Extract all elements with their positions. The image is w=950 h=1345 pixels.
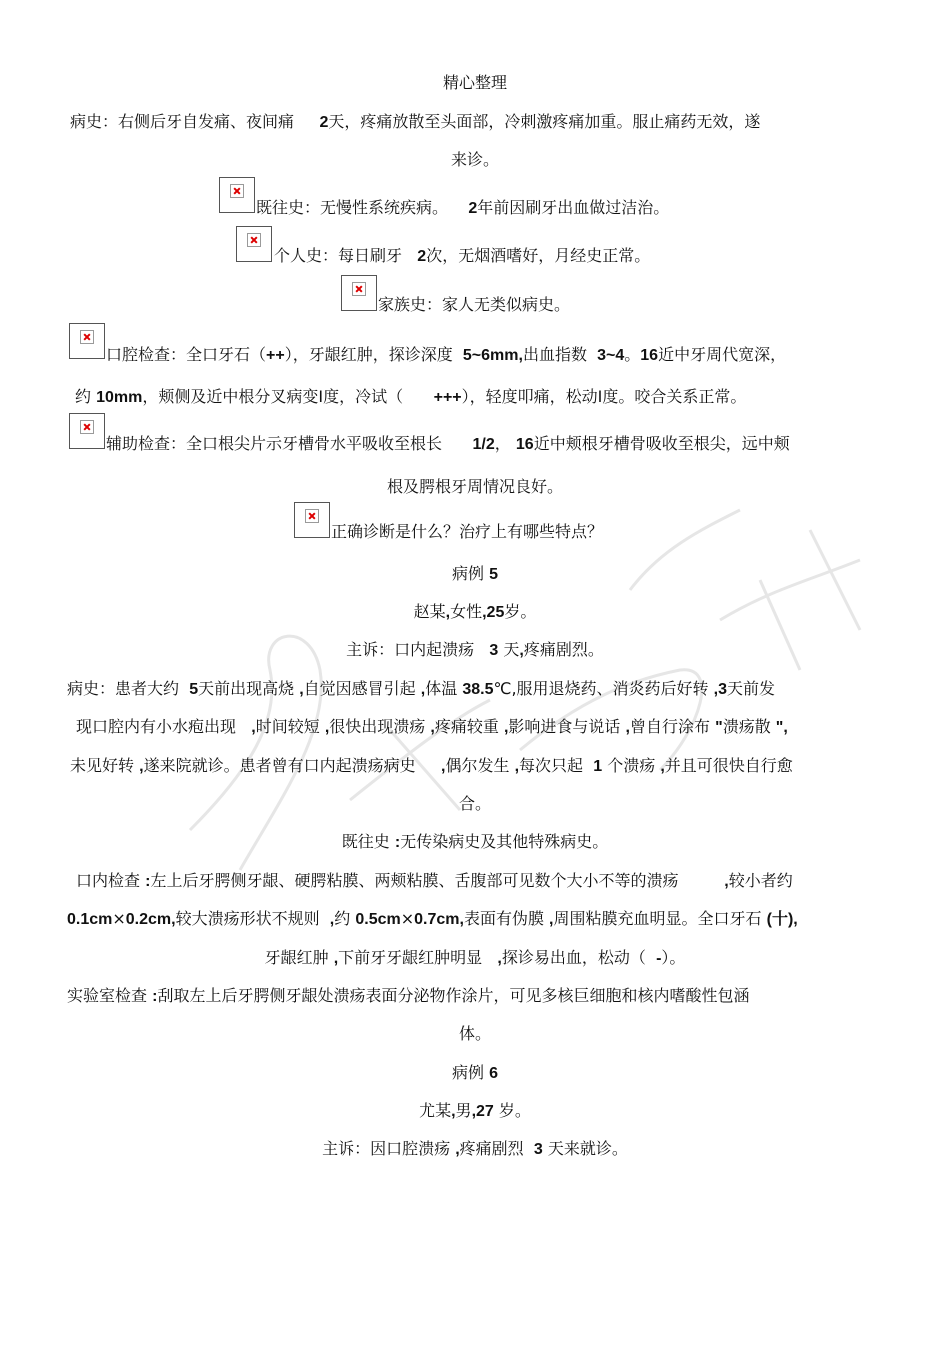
page-header: 精心整理 bbox=[442, 73, 507, 92]
case-5-lab-exam-2: 体。 bbox=[458, 1024, 491, 1043]
oral-exam-line-2: 约 10mm，颊侧及近中根分叉病变Ⅰ度，冷试（ +++），轻度叩痛，松动Ⅰ度。咬合关系正常。 bbox=[75, 387, 747, 406]
oral-exam-line-1: 口腔检查：全口牙石（++），牙龈红肿，探诊深度 5~6mm,出血指数 3~4。16近中牙周代宽深， bbox=[106, 345, 787, 364]
case-5-history-4: 合。 bbox=[458, 794, 491, 813]
broken-image-icon bbox=[236, 226, 272, 262]
case-5-oral-exam-2: 0.1cm×0.2cm,较大溃疡形状不规则 ,约 0.5cm×0.7cm,表面有伪膜 ,周围粘膜充血明显。全口牙石 (十), bbox=[67, 909, 798, 928]
case-5-oral-exam-3: 牙龈红肿 ,下前牙牙龈红肿明显 ,探诊易出血，松动（ -）。 bbox=[264, 948, 686, 967]
broken-image-icon bbox=[69, 413, 105, 449]
case-5-patient: 赵某,女性,25岁。 bbox=[413, 602, 537, 621]
family-history-line: 家族史：家人无类似病史。 bbox=[378, 295, 571, 314]
question-line: 正确诊断是什么？治疗上有哪些特点？ bbox=[331, 522, 604, 541]
past-history-line: 既往史：无慢性系统疾病。 2年前因刷牙出血做过洁治。 bbox=[256, 198, 670, 217]
case-5-past-history: 既往史 :无传染病史及其他特殊病史。 bbox=[341, 832, 609, 851]
aux-exam-line-2: 根及腭根牙周情况良好。 bbox=[386, 477, 563, 496]
case-5-history-1: 病史：患者大约 5天前出现高烧 ,自觉因感冒引起 ,体温 38.5℃,服用退烧药、消炎药后好转 ,3天前发 bbox=[67, 679, 775, 698]
case-5-history-2: 现口腔内有小水疱出现 ,时间较短 ,很快出现溃疡 ,疼痛较重 ,影响进食与说话 ,曾自行涂布 "溃疡散 ", bbox=[76, 717, 788, 736]
history-line-2: 来诊。 bbox=[450, 150, 499, 169]
case-6-patient: 尤某,男,27 岁。 bbox=[419, 1101, 531, 1120]
case-5-oral-exam-1: 口内检查 :左上后牙腭侧牙龈、硬腭粘膜、两颊粘膜、舌腹部可见数个大小不等的溃疡 ,较小者约 bbox=[76, 871, 793, 890]
history-line-1: 病史：右侧后牙自发痛、夜间痛 2天，疼痛放散至头面部，冷刺激疼痛加重。服止痛药无效，遂 bbox=[70, 112, 761, 131]
personal-history-line: 个人史：每日刷牙 2次，无烟酒嗜好，月经史正常。 bbox=[274, 246, 651, 265]
broken-image-icon bbox=[341, 275, 377, 311]
broken-image-icon bbox=[294, 502, 330, 538]
case-5-complaint: 主诉：口内起溃疡 3 天,疼痛剧烈。 bbox=[346, 640, 604, 659]
case-6-heading: 病例 6 bbox=[451, 1063, 498, 1082]
broken-image-icon bbox=[219, 177, 255, 213]
case-5-heading: 病例 5 bbox=[451, 564, 498, 583]
case-5-lab-exam-1: 实验室检查 :刮取左上后牙腭侧牙龈处溃疡表面分泌物作涂片，可见多核巨细胞和核内嗜酸性包涵 bbox=[67, 986, 750, 1005]
case-5-history-3: 未见好转 ,遂来院就诊。患者曾有口内起溃疡病史 ,偶尔发生 ,每次只起 1 个溃疡 ,并且可很快自行愈 bbox=[70, 756, 793, 775]
case-6-complaint: 主诉：因口腔溃疡 ,疼痛剧烈 3 天来就诊。 bbox=[322, 1139, 628, 1158]
aux-exam-line-1: 辅助检查：全口根尖片示牙槽骨水平吸收至根长 1/2， 16近中颊根牙槽骨吸收至根尖，远中颊 bbox=[106, 434, 790, 453]
broken-image-icon bbox=[69, 323, 105, 359]
